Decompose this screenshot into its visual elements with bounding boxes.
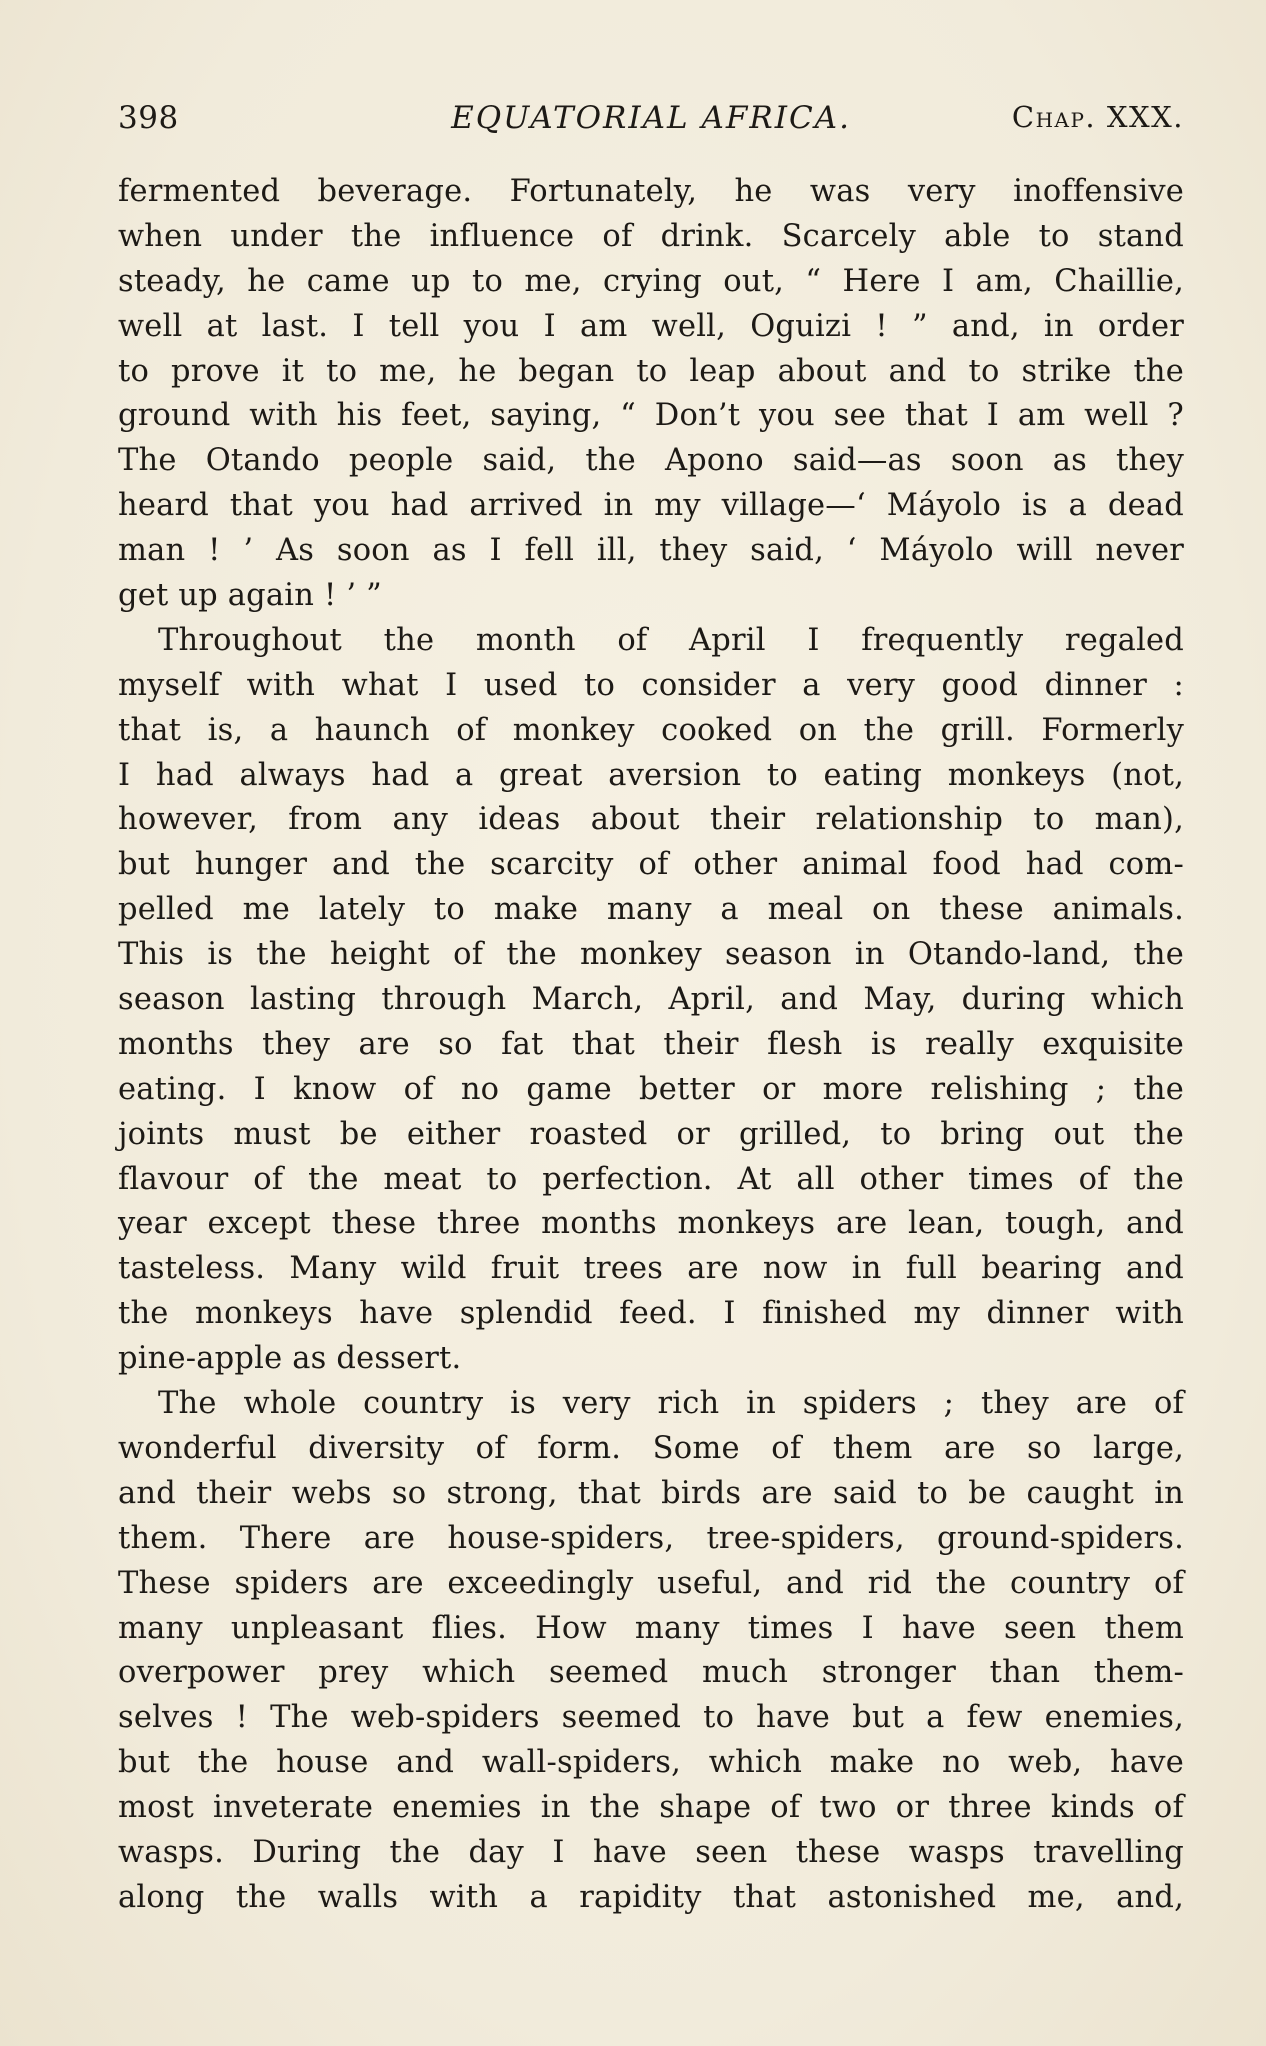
text-line: months they are so fat that their flesh is really exquisite	[118, 1026, 1184, 1062]
text-line: joints must be either roasted or grilled, to bring out the	[118, 1116, 1184, 1152]
text-line: flavour of the meat to perfection. At all other times of the	[118, 1161, 1184, 1197]
text-line: steady, he came up to me, crying out, “ Here I am, Chaillie,	[118, 263, 1184, 299]
text-line: that is, a haunch of monkey cooked on the grill. Formerly	[118, 712, 1184, 748]
text-line: well at last. I tell you I am well, Oguizi ! ” and, in order	[118, 308, 1184, 344]
text-line: them. There are house-spiders, tree-spiders, ground-spiders.	[118, 1520, 1184, 1556]
text-line: many unpleasant flies. How many times I have seen them	[118, 1610, 1184, 1646]
page-number: 398	[118, 100, 179, 136]
text-line: The Otando people said, the Apono said—as soon as they	[118, 443, 1184, 479]
text-line: when under the influence of drink. Scarcely able to stand	[118, 218, 1184, 254]
text-line: The whole country is very rich in spiders ; they are of	[158, 1386, 1184, 1422]
page-header	[118, 100, 1184, 144]
text-line: myself with what I used to consider a very good dinner :	[118, 667, 1184, 703]
text-line: along the walls with a rapidity that astonished me, and,	[118, 1879, 1184, 1915]
text-line: These spiders are exceedingly useful, and rid the country of	[118, 1565, 1184, 1601]
text-line: but the house and wall-spiders, which make no web, have	[118, 1745, 1184, 1781]
text-line: however, from any ideas about their relationship to man),	[118, 802, 1184, 838]
text-line: get up again ! ’ ”	[118, 578, 382, 614]
text-line: fermented beverage. Fortunately, he was very inoffensive	[118, 174, 1184, 209]
text-line: the monkeys have splendid feed. I finished my dinner with	[118, 1296, 1184, 1332]
text-line: and their webs so strong, that birds are said to be caught in	[118, 1475, 1184, 1511]
chapter-reference: Chap. XXX.	[1011, 100, 1184, 134]
text-line: man ! ’ As soon as I fell ill, they said, ‘ Máyolo will never	[118, 533, 1184, 569]
text-line: wonderful diversity of form. Some of them are so large,	[118, 1430, 1184, 1466]
text-line: heard that you had arrived in my village—‘ Máyolo is a dead	[118, 488, 1184, 524]
text-line: but hunger and the scarcity of other animal food had com-	[118, 847, 1184, 883]
body-text	[118, 170, 1184, 1921]
text-line: selves ! The web-spiders seemed to have but a few enemies,	[118, 1700, 1184, 1736]
text-line: year except these three months monkeys are lean, tough, and	[118, 1206, 1184, 1242]
text-line: to prove it to me, he began to leap about and to strike the	[118, 353, 1184, 389]
text-line: most inveterate enemies in the shape of two or three kinds of	[118, 1790, 1184, 1826]
text-line: season lasting through March, April, and May, during which	[118, 982, 1184, 1018]
text-line: wasps. During the day I have seen these wasps travelling	[118, 1834, 1184, 1870]
text-line: overpower prey which seemed much stronger than them-	[118, 1655, 1184, 1691]
text-line: pine-apple as dessert.	[118, 1341, 462, 1377]
text-line: Throughout the month of April I frequently regaled	[158, 622, 1184, 658]
text-line: tasteless. Many wild fruit trees are now in full bearing and	[118, 1251, 1184, 1287]
text-line: I had always had a great aversion to eating monkeys (not,	[118, 757, 1184, 793]
text-line: This is the height of the monkey season in Otando-land, the	[118, 937, 1184, 973]
text-line: pelled me lately to make many a meal on these animals.	[118, 892, 1184, 928]
running-title: EQUATORIAL AFRICA.	[451, 100, 851, 136]
text-line: eating. I know of no game better or more relishing ; the	[118, 1071, 1184, 1107]
text-line: ground with his feet, saying, “ Don’t you see that I am well ?	[118, 398, 1184, 434]
